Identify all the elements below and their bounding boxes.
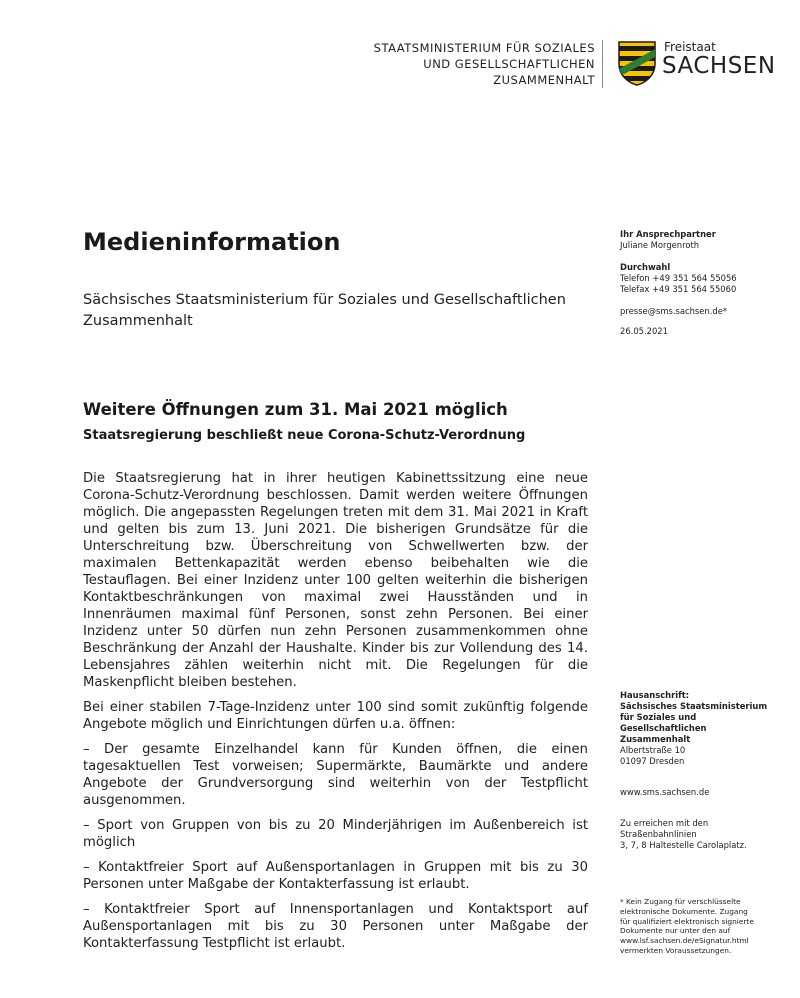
address-org-line: Zusammenhalt xyxy=(620,734,691,744)
transport-line: Straßenbahnlinien xyxy=(620,829,697,839)
subheadline: Staatsregierung beschließt neue Corona-Schutz-Verordnung xyxy=(83,428,526,443)
logo-sachsen: SACHSEN xyxy=(662,53,776,79)
address-city: 01097 Dresden xyxy=(620,756,685,766)
address-street: Albertstraße 10 xyxy=(620,745,686,755)
date-block xyxy=(620,326,780,337)
phone-label: Durchwahl xyxy=(620,262,671,272)
transport-block xyxy=(620,818,780,851)
release-date: 26.05.2021 xyxy=(620,326,668,336)
address-org-line: Gesellschaftlichen xyxy=(620,723,707,733)
fax-number: Telefax +49 351 564 55060 xyxy=(620,284,737,294)
body-text xyxy=(83,470,588,960)
website-link[interactable]: www.sms.sachsen.de xyxy=(620,787,710,797)
website-block xyxy=(620,787,780,798)
list-item: – Sport von Gruppen von bis zu 20 Minderjährigen im Außenbereich ist möglich xyxy=(83,818,588,850)
footnote-link[interactable]: www.lsf.sachsen.de/eSignatur.html xyxy=(620,936,749,946)
list-item: – Kontaktfreier Sport auf Außensportanlagen in Gruppen mit bis zu 30 Personen unter Maßgabe der Kontakterfassung ist erlaubt. xyxy=(83,860,588,892)
footnote-line: vermerkten Voraussetzungen. xyxy=(620,945,732,955)
transport-line: Zu erreichen mit den xyxy=(620,818,709,828)
list-item: – Der gesamte Einzelhandel kann für Kunden öffnen, die einen tagesaktuellen Test vorweisen; Supermärkte, Baumärkte und andere Angebote der Grundversorgung sind weiterhin von der Testpflicht ausgenommen. xyxy=(83,742,588,808)
phone-number: Telefon +49 351 564 55056 xyxy=(620,273,737,283)
header-divider xyxy=(602,40,603,88)
transport-line: 3, 7, 8 Haltestelle Carolaplatz. xyxy=(620,840,747,850)
footnote-line: elektronische Dokumente. Zugang xyxy=(620,906,748,916)
coat-of-arms-icon xyxy=(617,40,657,86)
paragraph: Bei einer stabilen 7-Tage-Inzidenz unter 100 sind somit zukünftig folgende Angebote möglich und Einrichtungen dürfen u.a. öffnen: xyxy=(83,700,588,732)
address-org-line: für Soziales und xyxy=(620,712,697,722)
list-item: – Kontaktfreier Sport auf Innensportanlagen und Kontaktsport auf Außensportanlagen mit bis zu 30 Personen unter Maßgabe der Kontakterfassung Testpflicht ist erlaubt. xyxy=(83,902,588,951)
footnote-line: * Kein Zugang für verschlüsselte xyxy=(620,897,741,906)
phone-block xyxy=(620,262,780,295)
contact-label: Ihr Ansprechpartner xyxy=(620,229,716,239)
sachsen-logo xyxy=(617,40,776,86)
footnote-block xyxy=(620,897,780,956)
footnote-line: Dokumente nur unter den auf xyxy=(620,926,731,936)
ministry-name xyxy=(295,40,595,88)
address-label: Hausanschrift: xyxy=(620,690,690,700)
page-title: Medieninformation xyxy=(83,228,341,256)
contact-name: Juliane Morgenroth xyxy=(620,240,700,250)
page-subtitle: Sächsisches Staatsministerium für Soziales und Gesellschaftlichen Zusammenhalt xyxy=(83,292,566,329)
address-org-line: Sächsisches Staatsministerium xyxy=(620,701,768,711)
email-link[interactable]: presse@sms.sachsen.de* xyxy=(620,306,728,316)
logo-freistaat: Freistaat xyxy=(664,40,716,54)
contact-block xyxy=(620,229,780,251)
ministry-line: UND GESELLSCHAFTLICHEN xyxy=(423,57,595,71)
ministry-line: STAATSMINISTERIUM FÜR SOZIALES xyxy=(373,41,595,55)
headline: Weitere Öffnungen zum 31. Mai 2021 möglich xyxy=(83,400,508,419)
ministry-line: ZUSAMMENHALT xyxy=(493,73,595,87)
email-block xyxy=(620,306,780,317)
address-block xyxy=(620,690,780,767)
footnote-line: für qualifiziert elektronisch signierte xyxy=(620,916,754,926)
paragraph: Die Staatsregierung hat in ihrer heutigen Kabinettssitzung eine neue Corona-Schutz-Verordnung beschlossen. Damit werden weitere Öffnungen möglich. Die angepassten Regelungen treten mit dem 31. Mai 2021 in Kraft und gelten bis zum 13. Juni 2021. Die bisherigen Grundsätze für die Unterschreitung bzw. Überschreitung von Schwellwerten bzw. der maximalen Bettenkapazität werden ebenso beibehalten wie die Testauflagen. Bei einer Inzidenz unter 100 gelten weiterhin die bisherigen Kontaktbeschränkungen von maximal zwei Hausständen und in Innenräumen maximal fünf Personen, sonst zehn Personen. Bei einer Inzidenz unter 50 dürfen nun zehn Personen zusammenkommen ohne Beschränkung der Anzahl der Haushalte. Kinder bis zur Vollendung des 14. Lebensjahres zählen weiterhin nicht mit. Die Regelungen für die Maskenpflicht bleiben bestehen. xyxy=(83,471,588,690)
